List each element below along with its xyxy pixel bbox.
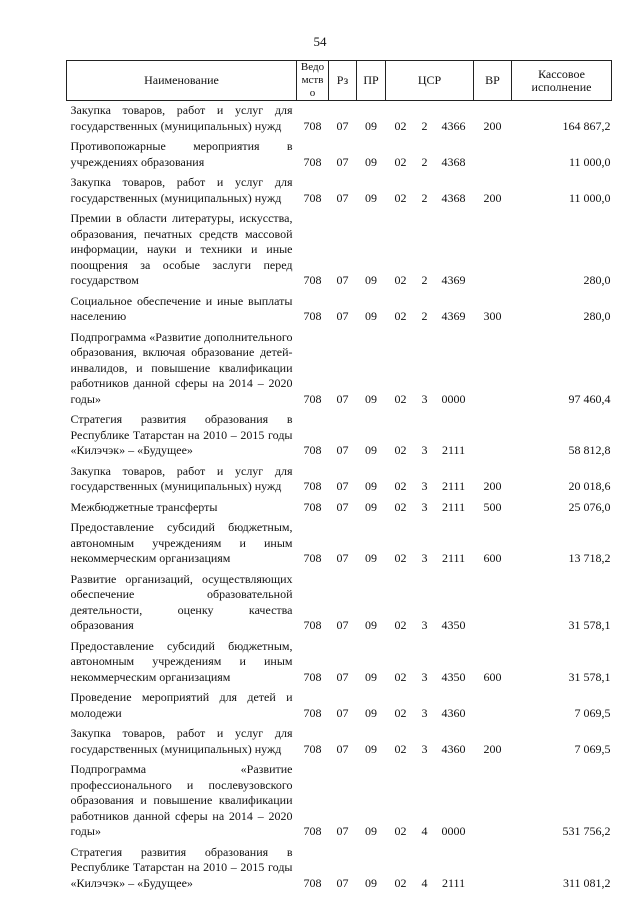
row-ved: 708 — [303, 118, 322, 133]
table-header — [67, 61, 612, 101]
row-name: Межбюджетные трансферты — [70, 499, 218, 514]
row-ved: 708 — [303, 154, 322, 169]
row-csr-subprogram: 3 — [421, 551, 428, 565]
row-rz: 07 — [336, 391, 349, 406]
table-row — [67, 410, 612, 462]
row-rz: 07 — [336, 824, 349, 838]
row-csr-subprogram: 3 — [421, 391, 428, 406]
row-csr-code: 4360 — [441, 705, 466, 720]
row-ved: 708 — [303, 551, 322, 565]
column-header-ved: Ведомство — [297, 61, 329, 101]
row-csr-subprogram: 4 — [421, 824, 428, 838]
row-rz: 07 — [336, 551, 349, 565]
row-name: Противопожарные мероприятия в учреждениях образования — [70, 139, 293, 169]
table-row — [67, 637, 612, 689]
row-csr-program: 02 — [394, 499, 407, 514]
row-ved: 708 — [303, 875, 322, 890]
row-csr-subprogram: 3 — [421, 499, 428, 514]
row-csr-subprogram: 3 — [421, 741, 428, 756]
row-name: Предоставление субсидий бюджетным, автономным учреждениям и иным некоммерческим организациям — [70, 520, 293, 565]
row-rz: 07 — [336, 669, 349, 684]
row-pr: 09 — [365, 273, 377, 287]
row-rz: 07 — [336, 875, 349, 890]
row-rz: 07 — [336, 443, 349, 457]
table-row — [67, 724, 612, 760]
table-row — [67, 328, 612, 411]
row-csr-program: 02 — [394, 118, 407, 133]
table-row — [67, 101, 612, 138]
row-rz: 07 — [336, 741, 349, 756]
row-csr-subprogram: 2 — [421, 273, 428, 287]
row-ved: 708 — [303, 391, 322, 406]
row-name: Закупка товаров, работ и услуг для государственных (муниципальных) нужд — [70, 726, 293, 756]
row-csr-code: 4368 — [441, 154, 466, 169]
row-vr: 600 — [483, 669, 502, 684]
row-ved: 708 — [303, 479, 322, 493]
row-ved: 708 — [303, 499, 322, 514]
row-vr — [474, 570, 512, 637]
table-row — [67, 173, 612, 209]
row-csr-code: 2111 — [441, 499, 466, 514]
row-amount: 7 069,5 — [574, 741, 611, 756]
row-amount: 7 069,5 — [574, 705, 611, 720]
row-vr: 500 — [483, 499, 502, 514]
row-csr-program: 02 — [394, 875, 407, 890]
row-csr-subprogram: 2 — [421, 309, 428, 323]
row-csr-code: 4368 — [441, 190, 466, 205]
row-vr — [474, 328, 512, 411]
row-csr-code: 4360 — [441, 741, 466, 756]
row-name: Стратегия развития образования в Республике Татарстан на 2010 – 2015 годы «Килэчэк» – «Будущее» — [70, 412, 293, 457]
row-name: Закупка товаров, работ и услуг для государственных (муниципальных) нужд — [70, 175, 293, 205]
row-rz: 07 — [336, 479, 349, 493]
row-csr-code: 0000 — [441, 824, 466, 838]
table-body — [67, 101, 612, 895]
row-ved: 708 — [303, 705, 322, 720]
row-ved: 708 — [303, 443, 322, 457]
row-csr-program: 02 — [394, 669, 407, 684]
row-csr-subprogram: 3 — [421, 669, 428, 684]
column-header-amount: Кассовое исполнение — [512, 61, 612, 101]
row-amount: 11 000,0 — [568, 154, 611, 169]
table-row — [67, 688, 612, 724]
row-csr-program: 02 — [394, 824, 407, 838]
row-vr: 200 — [483, 190, 502, 205]
row-amount: 31 578,1 — [568, 618, 611, 632]
row-csr-code: 2111 — [441, 479, 466, 493]
row-vr: 600 — [483, 551, 502, 565]
row-csr-code: 2111 — [441, 551, 466, 565]
row-pr: 09 — [365, 741, 377, 756]
row-amount: 97 460,4 — [568, 391, 611, 406]
table-row — [67, 462, 612, 498]
row-pr: 09 — [365, 705, 377, 720]
row-amount: 164 867,2 — [562, 118, 611, 133]
table-row — [67, 760, 612, 843]
row-name: Развитие организаций, осуществляющих обеспечение образовательной деятельности, оценку качества образования — [70, 571, 293, 632]
row-csr-program: 02 — [394, 309, 407, 323]
table-row — [67, 570, 612, 637]
row-csr-subprogram: 3 — [421, 705, 428, 720]
row-vr — [474, 688, 512, 724]
row-rz: 07 — [336, 118, 349, 133]
row-amount: 280,0 — [583, 309, 611, 323]
row-csr-code: 4366 — [441, 118, 466, 133]
column-header-vr: ВР — [474, 61, 512, 101]
row-csr-program: 02 — [394, 618, 407, 632]
row-vr — [474, 843, 512, 895]
row-csr-program: 02 — [394, 705, 407, 720]
table-row — [67, 137, 612, 173]
row-ved: 708 — [303, 618, 322, 632]
row-vr — [474, 137, 512, 173]
row-ved: 708 — [303, 190, 322, 205]
column-header-rz: Рз — [329, 61, 357, 101]
row-ved: 708 — [303, 824, 322, 838]
row-rz: 07 — [336, 154, 349, 169]
row-name: Премии в области литературы, искусства, образования, печатных средств массовой информации, науки и техники и иные поощрения за особые заслуги перед государством — [70, 211, 293, 287]
row-pr: 09 — [365, 309, 377, 323]
row-csr-code: 4369 — [441, 309, 466, 323]
row-vr: 200 — [483, 741, 502, 756]
row-vr — [474, 209, 512, 292]
row-amount: 531 756,2 — [562, 824, 611, 838]
row-name: Социальное обеспечение и иные выплаты населению — [70, 293, 293, 323]
row-csr-code: 2111 — [441, 443, 466, 457]
row-rz: 07 — [336, 273, 349, 287]
row-rz: 07 — [336, 499, 349, 514]
row-amount: 280,0 — [583, 273, 611, 287]
budget-table — [66, 60, 612, 894]
row-rz: 07 — [336, 190, 349, 205]
row-csr-program: 02 — [394, 551, 407, 565]
row-pr: 09 — [365, 824, 377, 838]
row-pr: 09 — [365, 190, 377, 205]
row-csr-program: 02 — [394, 443, 407, 457]
row-vr: 300 — [483, 309, 502, 323]
row-amount: 11 000,0 — [568, 190, 611, 205]
table-row — [67, 518, 612, 570]
row-name: Закупка товаров, работ и услуг для государственных (муниципальных) нужд — [70, 103, 293, 133]
row-csr-subprogram: 3 — [421, 443, 428, 457]
row-csr-subprogram: 3 — [421, 479, 428, 493]
row-pr: 09 — [365, 443, 377, 457]
row-ved: 708 — [303, 273, 322, 287]
row-csr-code: 0000 — [441, 391, 466, 406]
row-csr-code: 4350 — [441, 618, 466, 632]
row-amount: 20 018,6 — [568, 479, 611, 493]
row-amount: 311 081,2 — [562, 875, 611, 890]
row-csr-subprogram: 2 — [421, 190, 428, 205]
table-row — [67, 498, 612, 519]
row-pr: 09 — [365, 391, 377, 406]
row-csr-code: 2111 — [441, 875, 466, 890]
row-pr: 09 — [365, 618, 377, 632]
row-pr: 09 — [365, 154, 377, 169]
row-csr-program: 02 — [394, 391, 407, 406]
table-row — [67, 843, 612, 895]
page-number: 54 — [313, 34, 327, 49]
row-csr-subprogram: 3 — [421, 618, 428, 632]
row-ved: 708 — [303, 741, 322, 756]
row-csr-program: 02 — [394, 479, 407, 493]
row-name: Подпрограмма «Развитие дополнительного образования, включая образование детей-инвалидов, и повышение квалификации работников данной сферы на 2014 – 2020 годы» — [70, 329, 293, 406]
row-csr-program: 02 — [394, 190, 407, 205]
row-csr-subprogram: 2 — [421, 118, 428, 133]
row-pr: 09 — [365, 875, 377, 890]
column-header-pr: ПР — [357, 61, 386, 101]
row-pr: 09 — [365, 669, 377, 684]
column-header-name: Наименование — [67, 61, 297, 101]
row-pr: 09 — [365, 479, 377, 493]
row-pr: 09 — [365, 118, 377, 133]
row-csr-code: 4350 — [441, 669, 466, 684]
row-vr: 200 — [483, 118, 502, 133]
row-csr-program: 02 — [394, 273, 407, 287]
row-vr — [474, 410, 512, 462]
row-name: Проведение мероприятий для детей и молодежи — [70, 690, 293, 720]
row-amount: 31 578,1 — [568, 669, 611, 684]
row-name: Закупка товаров, работ и услуг для государственных (муниципальных) нужд — [70, 463, 293, 493]
row-ved: 708 — [303, 669, 322, 684]
table-row — [67, 209, 612, 292]
row-pr: 09 — [365, 499, 377, 514]
row-amount: 58 812,8 — [568, 443, 611, 457]
row-amount: 13 718,2 — [568, 551, 611, 565]
row-csr-program: 02 — [394, 741, 407, 756]
row-name: Предоставление субсидий бюджетным, автономным учреждениям и иным некоммерческим организациям — [70, 638, 293, 684]
row-csr-program: 02 — [394, 154, 407, 169]
table-row — [67, 292, 612, 328]
row-amount: 25 076,0 — [568, 499, 611, 514]
row-ved: 708 — [303, 309, 322, 323]
row-name: Стратегия развития образования в Республике Татарстан на 2010 – 2015 годы «Килэчэк» – «Будущее» — [70, 844, 293, 890]
row-vr — [474, 760, 512, 843]
row-csr-subprogram: 4 — [421, 875, 428, 890]
row-rz: 07 — [336, 309, 349, 323]
row-csr-code: 4369 — [441, 273, 466, 287]
row-rz: 07 — [336, 705, 349, 720]
row-pr: 09 — [365, 551, 377, 565]
row-vr: 200 — [483, 479, 502, 493]
row-name: Подпрограмма «Развитие профессионального и послевузовского образования и повышение квалификации работников данной сферы на 2014 – 2020 годы» — [70, 762, 293, 838]
row-csr-subprogram: 2 — [421, 154, 428, 169]
row-rz: 07 — [336, 618, 349, 632]
column-header-csr: ЦСР — [386, 61, 474, 101]
